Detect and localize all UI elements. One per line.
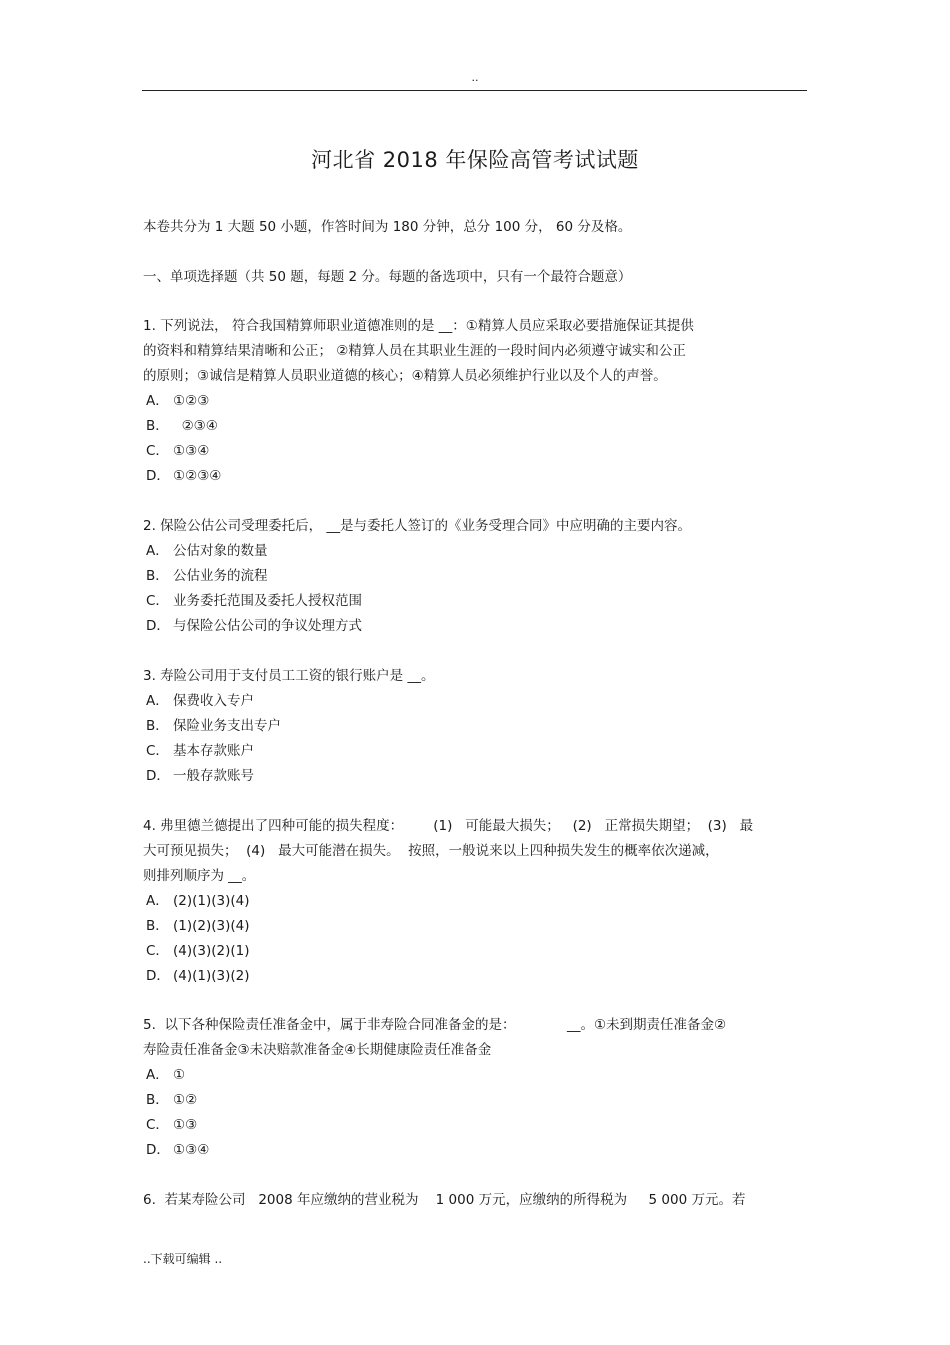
question-text-line: 5. 以下各种保险责任准备金中，属于非寿险合同准备金的是： __。①未到期责任准备金②	[143, 1017, 727, 1033]
option-d	[143, 1138, 808, 1163]
question-text-line: 6. 若某寿险公司 2008 年应缴纳的营业税为 1 000 万元，应缴纳的所得税为 5 000 万元。若	[143, 1192, 746, 1208]
option-c	[143, 439, 808, 464]
option-c	[143, 589, 808, 614]
option-text: (4)(1)(3)(2)	[173, 968, 250, 984]
question-2	[143, 514, 808, 639]
option-d	[143, 764, 808, 789]
option-a	[143, 889, 808, 914]
option-b	[143, 1088, 808, 1113]
question-text-line: 3. 寿险公司用于支付员工工资的银行账户是 __。	[143, 668, 435, 684]
question-text-line: 1. 下列说法， 符合我国精算师职业道德准则的是 __：①精算人员应采取必要措施保证其提供	[143, 318, 694, 334]
option-text: ②③④	[173, 418, 218, 434]
option-letter: C．	[146, 443, 169, 459]
option-letter: C．	[146, 943, 169, 959]
question-text-line: 的原则；③诚信是精算人员职业道德的核心；④精算人员必须维护行业以及个人的声誉。	[143, 368, 667, 384]
option-letter: D．	[146, 968, 170, 984]
option-text: ①②	[173, 1092, 198, 1108]
option-text: (4)(3)(2)(1)	[173, 943, 250, 959]
option-text: (2)(1)(3)(4)	[173, 893, 250, 909]
question-text-line: 寿险责任准备金③未决赔款准备金④长期健康险责任准备金	[143, 1042, 492, 1058]
option-b	[143, 914, 808, 939]
option-letter: C．	[146, 743, 169, 759]
option-d	[143, 614, 808, 639]
option-text: ①	[173, 1067, 186, 1083]
option-letter: C．	[146, 1117, 169, 1133]
option-letter: D．	[146, 1142, 170, 1158]
question-text-line: 的资料和精算结果清晰和公正； ②精算人员在其职业生涯的一段时间内必须遵守诚实和公正	[143, 343, 686, 359]
option-b	[143, 414, 808, 439]
option-text: ①②③	[173, 393, 210, 409]
option-letter: B．	[146, 418, 169, 434]
option-c	[143, 939, 808, 964]
option-text: 一般存款账号	[173, 768, 254, 784]
option-text: ①③④	[173, 443, 210, 459]
option-letter: A．	[146, 893, 169, 909]
section-heading: 一、单项选择题（共 50 题，每题 2 分。每题的备选项中，只有一个最符合题意）	[143, 269, 632, 285]
option-letter: B．	[146, 1092, 169, 1108]
option-a	[143, 539, 808, 564]
option-d	[143, 964, 808, 989]
question-text-line: 则排列顺序为 __。	[143, 868, 256, 884]
option-letter: B．	[146, 568, 169, 584]
header-rule	[142, 90, 807, 91]
option-text: ①②③④	[173, 468, 222, 484]
option-letter: D．	[146, 468, 170, 484]
option-letter: B．	[146, 918, 169, 934]
option-text: 公估对象的数量	[173, 543, 268, 559]
option-letter: A．	[146, 543, 169, 559]
option-a	[143, 1063, 808, 1088]
question-5	[143, 1013, 808, 1163]
option-b	[143, 564, 808, 589]
exam-intro: 本卷共分为 1 大题 50 小题，作答时间为 180 分钟，总分 100 分， 60 分及格。	[143, 219, 632, 235]
page-footer: ..下载可编辑 ..	[143, 1252, 223, 1266]
option-text: (1)(2)(3)(4)	[173, 918, 250, 934]
option-letter: A．	[146, 1067, 169, 1083]
option-a	[143, 389, 808, 414]
option-c	[143, 1113, 808, 1138]
option-letter: B．	[146, 718, 169, 734]
page-title: 河北省 2018 年保险高管考试试题	[311, 148, 639, 172]
option-c	[143, 739, 808, 764]
question-4	[143, 814, 808, 989]
question-text-line: 4. 弗里德兰德提出了四种可能的损失程度： (1) 可能最大损失； (2) 正常损失期望； (3) 最	[143, 818, 754, 834]
option-a	[143, 689, 808, 714]
option-d	[143, 464, 808, 489]
option-letter: C．	[146, 593, 169, 609]
question-text-line: 大可预见损失； (4) 最大可能潜在损失。 按照，一般说来以上四种损失发生的概率依次递减，	[143, 843, 719, 859]
option-text: ①③	[173, 1117, 198, 1133]
option-letter: A．	[146, 393, 169, 409]
question-1	[143, 314, 808, 489]
option-b	[143, 714, 808, 739]
question-6	[143, 1188, 808, 1213]
option-text: 公估业务的流程	[173, 568, 268, 584]
option-text: ①③④	[173, 1142, 210, 1158]
option-letter: D．	[146, 768, 170, 784]
option-text: 保费收入专户	[173, 693, 254, 709]
option-letter: A．	[146, 693, 169, 709]
option-text: 与保险公估公司的争议处理方式	[173, 618, 362, 634]
question-3	[143, 664, 808, 789]
option-text: 基本存款账户	[173, 743, 254, 759]
option-text: 业务委托范围及委托人授权范围	[173, 593, 362, 609]
question-text-line: 2. 保险公估公司受理委托后， __是与委托人签订的《业务受理合同》中应明确的主要内容。	[143, 518, 691, 534]
option-letter: D．	[146, 618, 170, 634]
header-dots: ..	[471, 71, 479, 84]
option-text: 保险业务支出专户	[173, 718, 281, 734]
